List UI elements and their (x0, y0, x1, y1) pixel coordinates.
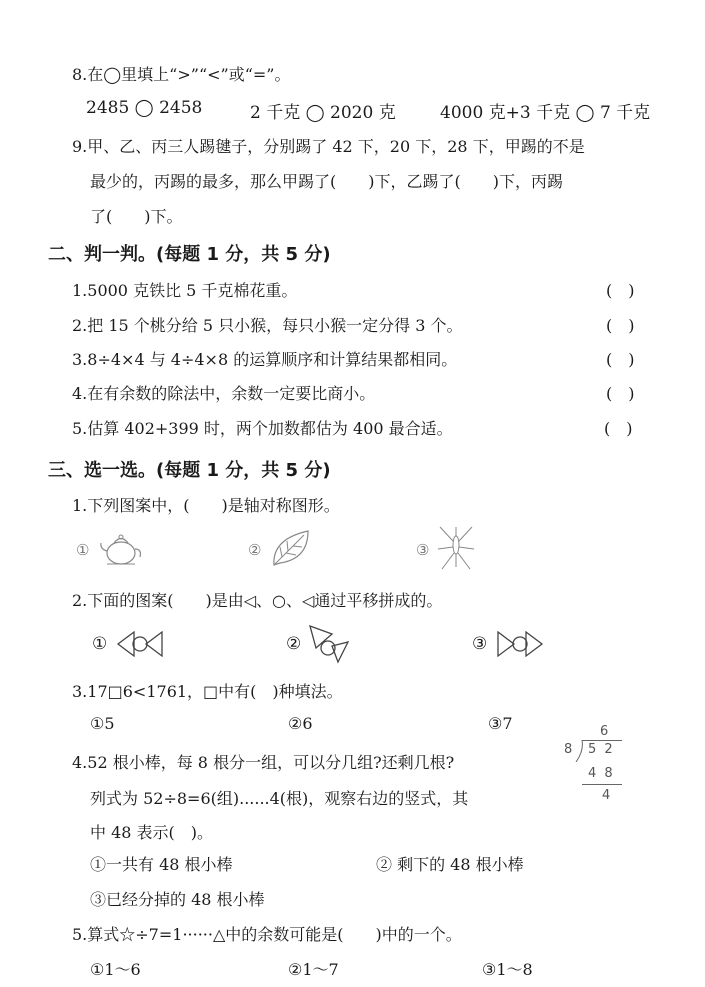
q8-compare-b: 2 千克 ◯ 2020 克 (250, 103, 396, 123)
choose-q1: 1.下列图案中，( )是轴对称图形。 (72, 496, 340, 515)
q4-option-1[interactable]: ①一共有 48 根小棒 (90, 855, 233, 874)
section-choose-title: 三、选一选。(每题 1 分，共 5 分) (48, 460, 331, 481)
choose-q4-line1: 4.52 根小棒，每 8 根分一组，可以分几组?还剩几根? (72, 753, 455, 772)
q8-compare-c: 4000 克+3 千克 ◯ 7 千克 (440, 103, 651, 123)
q3-option-2[interactable]: ②6 (288, 714, 313, 733)
q1-option-2-label[interactable]: ② (248, 541, 262, 559)
division-remainder: 4 (602, 788, 611, 803)
judge-item-3: 3.8÷4×4 与 4÷4×8 的运算顺序和计算结果都相同。 (72, 350, 458, 369)
q2-option-3-label[interactable]: ③ (472, 634, 488, 654)
q8-prompt: 8.在◯里填上“>”“<”或“=”。 (72, 65, 291, 84)
mosquito-icon (436, 523, 476, 573)
choose-q4-line3: 中 48 表示( )。 (90, 823, 214, 842)
q3-option-3[interactable]: ③7 (488, 714, 513, 733)
division-subtract-line (582, 784, 622, 785)
q4-option-3[interactable]: ③已经分掉的 48 根小棒 (90, 890, 265, 909)
division-bracket-icon (574, 740, 584, 762)
q9-line2: 最少的，丙踢的最多，那么甲踢了( )下，乙踢了( )下，丙踢 (90, 172, 563, 191)
q9-line1: 9.甲、乙、丙三人踢毽子，分别踢了 42 下，20 下，28 下，甲踢的不是 (72, 137, 585, 156)
section-judge-title: 二、判一判。(每题 1 分，共 5 分) (48, 244, 331, 265)
choose-q5: 5.算式☆÷7=1······△中的余数可能是( )中的一个。 (72, 925, 462, 944)
q5-option-2[interactable]: ②1～7 (288, 960, 339, 979)
q5-option-3[interactable]: ③1～8 (482, 960, 533, 979)
q5-option-1[interactable]: ①1～6 (90, 960, 141, 979)
long-division (562, 720, 624, 832)
pattern-3-icon (494, 628, 544, 660)
q2-option-2-label[interactable]: ② (286, 634, 302, 654)
pattern-1-icon (116, 628, 164, 660)
choose-q3: 3.17□6<1761，□中有( )种填法。 (72, 682, 343, 701)
q2-option-1-label[interactable]: ① (92, 634, 108, 654)
judge-answer-4[interactable]: ( ) (606, 384, 635, 403)
q1-option-3-label[interactable]: ③ (416, 541, 430, 559)
teapot-icon (96, 529, 146, 569)
division-divisor: 8 (564, 742, 573, 757)
judge-answer-5[interactable]: ( ) (604, 419, 633, 438)
division-dividend: 5 2 (588, 742, 615, 757)
judge-item-4: 4.在有余数的除法中，余数一定要比商小。 (72, 384, 376, 403)
q4-option-2[interactable]: ② 剩下的 48 根小棒 (376, 855, 524, 874)
judge-answer-1[interactable]: ( ) (606, 281, 635, 300)
judge-answer-3[interactable]: ( ) (606, 350, 635, 369)
judge-item-1: 1.5000 克铁比 5 千克棉花重。 (72, 281, 298, 300)
pattern-2-icon (306, 622, 352, 664)
choose-q4-line2: 列式为 52÷8=6(组)......4(根)，观察右边的竖式，其 (90, 789, 469, 808)
division-product: 4 8 (588, 766, 615, 781)
judge-item-5: 5.估算 402+399 时，两个加数都估为 400 最合适。 (72, 419, 453, 438)
judge-item-2: 2.把 15 个桃分给 5 只小猴，每只小猴一定分得 3 个。 (72, 316, 463, 335)
q9-line3: 了( )下。 (90, 207, 183, 226)
q1-option-1-label[interactable]: ① (76, 541, 90, 559)
division-bar (582, 740, 622, 741)
q3-option-1[interactable]: ①5 (90, 714, 115, 733)
q8-compare-a: 2485 ◯ 2458 (86, 98, 203, 118)
judge-answer-2[interactable]: ( ) (606, 316, 635, 335)
division-quotient: 6 (600, 724, 609, 739)
choose-q2: 2.下面的图案( )是由◁、○、◁通过平移拼成的。 (72, 591, 443, 610)
leaf-icon (268, 525, 314, 571)
